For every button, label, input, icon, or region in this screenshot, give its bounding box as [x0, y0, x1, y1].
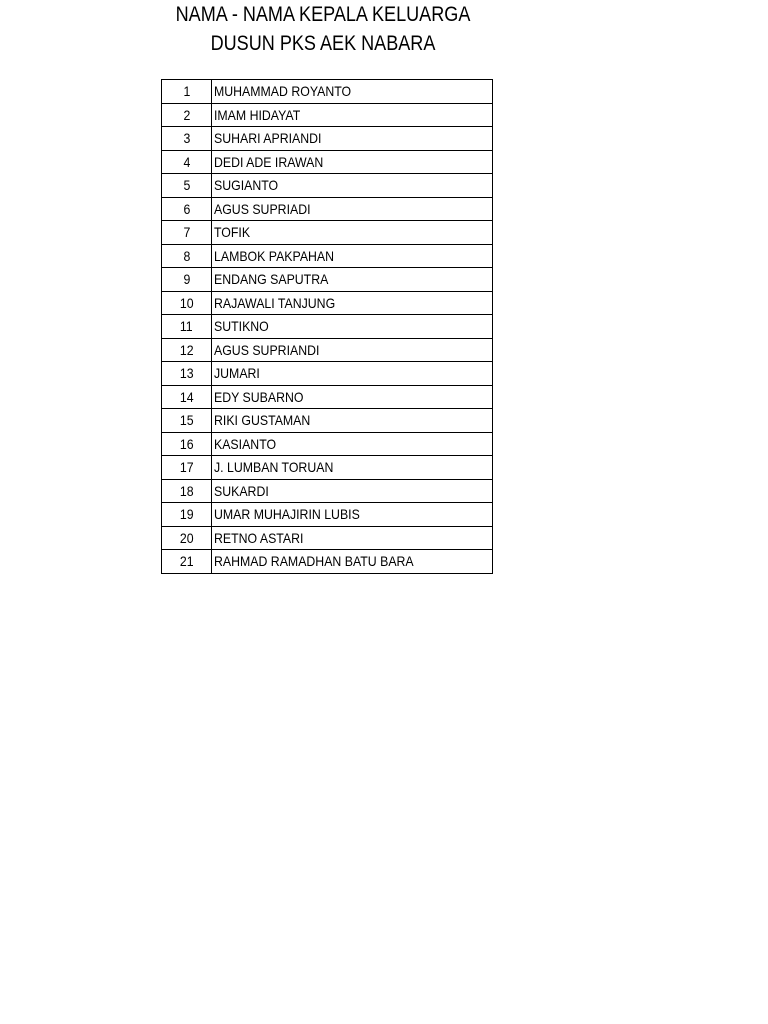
row-number: 5 — [183, 177, 190, 194]
family-head-name-cell — [212, 244, 493, 268]
row-number: 2 — [183, 106, 190, 123]
table-row — [162, 197, 493, 221]
table-row — [162, 338, 493, 362]
row-number: 4 — [183, 153, 190, 170]
document-subtitle: DUSUN PKS AEK NABARA — [210, 32, 436, 55]
row-number-cell — [162, 362, 212, 386]
family-head-name: DEDI ADE IRAWAN — [214, 153, 324, 170]
row-number: 10 — [179, 294, 194, 311]
row-number: 19 — [179, 506, 194, 523]
family-head-name: UMAR MUHAJIRIN LUBIS — [214, 506, 360, 523]
table-row — [162, 526, 493, 550]
family-head-name: RETNO ASTARI — [214, 529, 304, 546]
family-head-name-cell — [212, 479, 493, 503]
table-row — [162, 174, 493, 198]
family-head-name: AGUS SUPRIADI — [214, 200, 311, 217]
row-number: 20 — [179, 529, 194, 546]
family-head-name-cell — [212, 503, 493, 527]
family-head-name-cell — [212, 432, 493, 456]
family-head-name: SUGIANTO — [214, 177, 279, 194]
table-row — [162, 150, 493, 174]
row-number-cell — [162, 291, 212, 315]
family-head-name: J. LUMBAN TORUAN — [214, 459, 334, 476]
family-head-name: RAJAWALI TANJUNG — [214, 294, 336, 311]
row-number-cell — [162, 385, 212, 409]
row-number-cell — [162, 338, 212, 362]
row-number-cell — [162, 244, 212, 268]
row-number-cell — [162, 80, 212, 104]
table-row — [162, 80, 493, 104]
family-head-name: AGUS SUPRIANDI — [214, 341, 320, 358]
table-body — [162, 80, 493, 574]
row-number: 15 — [179, 412, 194, 429]
table-row — [162, 268, 493, 292]
table-row — [162, 315, 493, 339]
row-number: 8 — [183, 247, 190, 264]
family-head-name: RAHMAD RAMADHAN BATU BARA — [214, 553, 414, 570]
family-heads-table — [161, 79, 493, 574]
family-head-name-cell — [212, 362, 493, 386]
row-number-cell — [162, 197, 212, 221]
family-head-name: IMAM HIDAYAT — [214, 106, 301, 123]
table-row — [162, 103, 493, 127]
table-row — [162, 432, 493, 456]
row-number: 3 — [183, 130, 190, 147]
row-number-cell — [162, 315, 212, 339]
row-number-cell — [162, 550, 212, 574]
family-head-name-cell — [212, 315, 493, 339]
family-head-name: LAMBOK PAKPAHAN — [214, 247, 335, 264]
family-head-name: RIKI GUSTAMAN — [214, 412, 311, 429]
family-head-name-cell — [212, 80, 493, 104]
table-row — [162, 550, 493, 574]
family-head-name-cell — [212, 221, 493, 245]
family-head-name-cell — [212, 550, 493, 574]
table-row — [162, 409, 493, 433]
row-number: 21 — [179, 553, 194, 570]
row-number: 13 — [179, 365, 194, 382]
table-row — [162, 244, 493, 268]
family-head-name: ENDANG SAPUTRA — [214, 271, 329, 288]
family-head-name-cell — [212, 127, 493, 151]
family-head-name-cell — [212, 456, 493, 480]
row-number: 9 — [183, 271, 190, 288]
family-head-name-cell — [212, 268, 493, 292]
family-head-name-cell — [212, 338, 493, 362]
family-head-name-cell — [212, 103, 493, 127]
row-number-cell — [162, 174, 212, 198]
table-row — [162, 291, 493, 315]
row-number: 11 — [180, 318, 193, 335]
family-head-name: SUTIKNO — [214, 318, 269, 335]
row-number: 16 — [179, 435, 194, 452]
table-row — [162, 479, 493, 503]
family-head-name-cell — [212, 291, 493, 315]
family-head-name-cell — [212, 174, 493, 198]
row-number-cell — [162, 432, 212, 456]
row-number-cell — [162, 221, 212, 245]
row-number-cell — [162, 268, 212, 292]
row-number: 7 — [183, 224, 190, 241]
row-number: 6 — [183, 200, 190, 217]
row-number-cell — [162, 409, 212, 433]
family-head-name: MUHAMMAD ROYANTO — [214, 83, 352, 100]
family-head-name-cell — [212, 385, 493, 409]
table-row — [162, 221, 493, 245]
row-number-cell — [162, 127, 212, 151]
family-head-name: JUMARI — [214, 365, 260, 382]
row-number: 1 — [183, 83, 190, 100]
family-head-name: EDY SUBARNO — [214, 388, 304, 405]
family-head-name: KASIANTO — [214, 435, 277, 452]
family-head-name-cell — [212, 150, 493, 174]
family-head-name-cell — [212, 526, 493, 550]
table-row — [162, 362, 493, 386]
row-number-cell — [162, 526, 212, 550]
family-head-name-cell — [212, 409, 493, 433]
row-number-cell — [162, 103, 212, 127]
row-number: 18 — [179, 482, 194, 499]
row-number-cell — [162, 503, 212, 527]
row-number-cell — [162, 150, 212, 174]
row-number-cell — [162, 479, 212, 503]
row-number: 12 — [179, 341, 194, 358]
row-number-cell — [162, 456, 212, 480]
family-head-name: SUKARDI — [214, 482, 269, 499]
family-head-name-cell — [212, 197, 493, 221]
family-head-name: TOFIK — [214, 224, 251, 241]
table-row — [162, 385, 493, 409]
table-row — [162, 503, 493, 527]
table-row — [162, 456, 493, 480]
table-row — [162, 127, 493, 151]
row-number: 14 — [179, 388, 194, 405]
family-head-name: SUHARI APRIANDI — [214, 130, 322, 147]
row-number: 17 — [179, 459, 194, 476]
document-title: NAMA - NAMA KEPALA KELUARGA — [175, 3, 471, 26]
